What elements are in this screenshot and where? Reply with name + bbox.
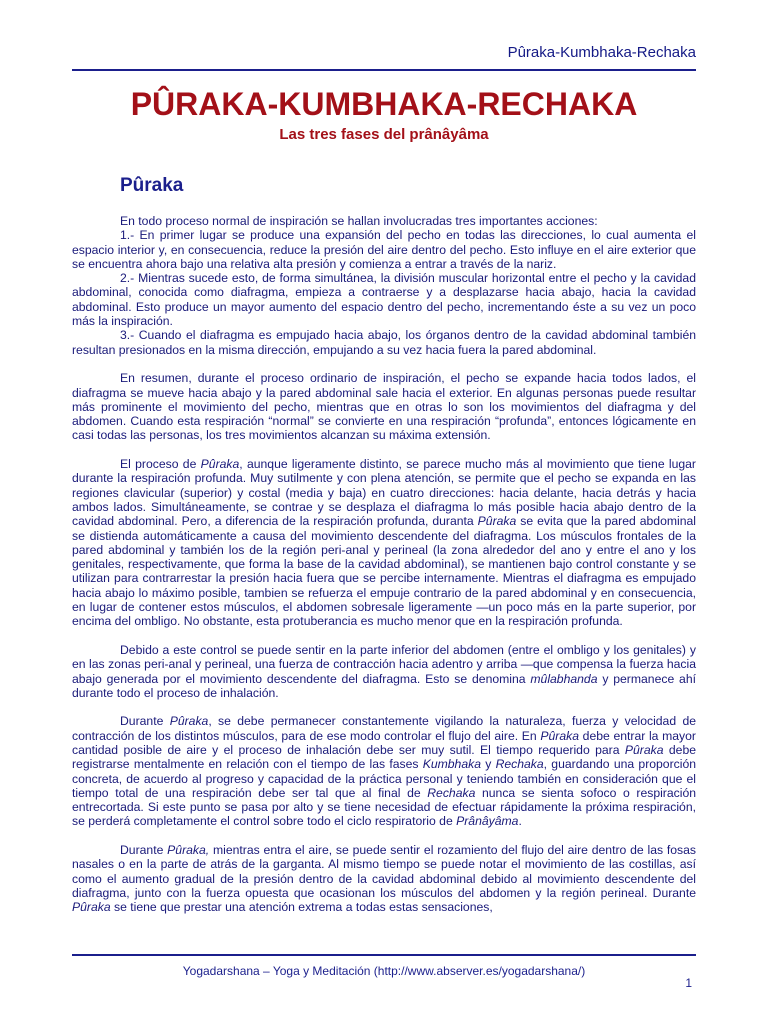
text-run: El proceso de bbox=[120, 457, 201, 472]
text-run: , aunque ligeramente distinto, se parece mucho más al movimiento que tiene lugar durante la respiración profunda. Muy sutilmente y con plena atención, se permite que el pecho se expanda en las regiones clavicular (superior) y costal (media y baja) en cuatro direcciones: hacia delante, hacia detrás y hacia ambos lados. Simultáneamente, se contrae y se desplaza el diafragma lo más posible hacia abajo dentro de la cavidad abdominal. Pero, a diferencia de la respiración profunda, duranta bbox=[72, 457, 696, 529]
paragraph: 3.- Cuando el diafragma es empujado hacia abajo, los órganos dentro de la cavidad abdominal también resultan presionados en la misma dirección, empujando a su vez hacia fuera la pared abdominal. bbox=[72, 328, 696, 357]
text-run: Durante bbox=[120, 714, 170, 729]
footer-divider bbox=[72, 954, 696, 956]
text-run: mientras entra el aire, se puede sentir el rozamiento del flujo del aire dentro de las fosas nasales o en la parte de atrás de la garganta. Al mismo tiempo se puede notar el movimiento de las costillas, así como el aumento gradual de la presión dentro de la cavidad abdominal debido al movimiento descendente del diafragma, junto con la fuerza opuesta que ocasionan los músculos del abdomen y la región perineal. Durante bbox=[72, 843, 696, 900]
text-run: nunca se sienta sofoco o respiración entrecortada. Si este punto se pasa por alto y se tiene necesidad de efectuar rápidamente la próxima respiración, se perderá completamente el control sobre todo el ciclo respiratorio de bbox=[72, 785, 696, 829]
paragraph bbox=[72, 714, 696, 828]
footer-text: Yogadarshana – Yoga y Meditación (http://www.abserver.es/yogadarshana/) bbox=[182, 964, 586, 978]
paragraph bbox=[72, 843, 696, 914]
italic-term: Pûraka bbox=[540, 728, 579, 743]
paragraph-gap bbox=[72, 829, 696, 843]
header-divider bbox=[72, 69, 696, 71]
italic-term: Pûraka bbox=[200, 457, 240, 472]
text-run: , guardando una proporción concreta, de acuerdo al progreso y capacidad de la práctica personal y teniendo también en consideración que el tiempo total de una respiración debe ser tal que al final de bbox=[72, 757, 696, 800]
paragraph bbox=[72, 643, 696, 700]
text-run: y bbox=[480, 757, 496, 772]
italic-term: mûlabhanda bbox=[530, 671, 598, 686]
text-run: debe entrar la mayor cantidad posible de aire y el proceso de inhalación debe ser muy sutil. El tiempo requerido para bbox=[72, 728, 696, 757]
text-run: . bbox=[518, 814, 522, 829]
text-run: Debido a este control se puede sentir en la parte inferior del abdomen (entre el ombligo y los genitales) y en las zonas peri-anal y perineal, una fuerza de contracción hacia adentro y arriba —que compensa la fuerza hacia abajo generada por el movimiento descendente del diafragma. Esto se denomina bbox=[72, 642, 696, 686]
text-run: se evita que la pared abdominal se distienda automáticamente a causa del movimiento descendente del diafragma. Los músculos frontales de la pared abdominal y también los de la región peri-anal y perineal (la zona alrededor del ano y entre el ano y los genitales, respectivamente, que forma la base de la cavidad abdominal), se mantienen bajo control constante y se utilizan para contrarrestar la presión hacia fuera que se percibe internamente. Mientras el diafragma es empujado hacia abajo lo máximo posible, tambien se refuerza el empuje contrario de la pared abdominal y en consecuencia, en lugar de contener estos músculos, el abdomen sobresale ligeramente —un poco más en la parte superior, por encima del ombligo. No obstante, esta protuberancia es mucho menor que en la respiración profunda. bbox=[72, 514, 696, 629]
text-run: se tiene que prestar una atención extrema a todas estas sensaciones, bbox=[110, 900, 493, 915]
text-run: , se debe permanecer constantemente vigilando la naturaleza, fuerza y velocidad de contracción de los distintos músculos, para de ese modo controlar el flujo del aire. En bbox=[72, 714, 696, 743]
text-run: debe registrarse mentalmente en relación con el tiempo de las fases bbox=[72, 742, 697, 772]
section-heading: Pûraka bbox=[120, 175, 184, 196]
italic-term: Pûraka, bbox=[167, 843, 210, 858]
paragraph bbox=[72, 457, 696, 629]
page-subtitle: Las tres fases del prânâyâma bbox=[279, 126, 489, 143]
italic-term: Pûraka bbox=[169, 714, 209, 729]
italic-term: Pûraka bbox=[477, 514, 517, 529]
running-header: Pûraka-Kumbhaka-Rechaka bbox=[507, 44, 696, 61]
paragraph: En todo proceso normal de inspiración se hallan involucradas tres importantes acciones: bbox=[120, 214, 598, 228]
paragraph: En resumen, durante el proceso ordinario de inspiración, el pecho se expande hacia todos lados, el diafragma se mueve hacia abajo y la pared abdominal sale hacia el exterior. En algunas personas puede resultar más prominente el movimiento del pecho, mientras que en otras lo son los movimientos del diafragma y del abdomen. Cuando esta respiración “normal” se convierte en una respiración “profunda”, entonces lógicamente en casi todas las personas, los tres movimientos alcanzan su máxima extensión. bbox=[72, 371, 696, 443]
paragraph-gap bbox=[72, 700, 696, 714]
paragraph-gap bbox=[72, 629, 696, 643]
italic-term: Pûraka bbox=[624, 742, 664, 757]
text-run: Durante bbox=[120, 843, 168, 858]
italic-term: Rechaka bbox=[495, 757, 544, 772]
italic-term: Kumbhaka bbox=[422, 757, 481, 772]
italic-term: Pûraka bbox=[72, 900, 111, 915]
italic-term: Prânâyâma bbox=[456, 814, 519, 829]
paragraph-gap bbox=[72, 443, 696, 457]
page-number: 1 bbox=[685, 976, 692, 990]
paragraph: 2.- Mientras sucede esto, de forma simultánea, la división muscular horizontal entre el pecho y la cavidad abdominal, conocida como diafragma, empieza a contraerse y a desplazarse hacia abajo, hacia la cavidad abdominal. Esto produce un mayor aumento del espacio dentro del pecho, incrementando éste a su vez un poco más la inspiración. bbox=[72, 271, 696, 329]
page-title: PÛRAKA-KUMBHAKA-RECHAKA bbox=[130, 86, 638, 122]
paragraph: 1.- En primer lugar se produce una expansión del pecho en todas las direcciones, lo cual aumenta el espacio interior y, en consecuencia, reduce la presión del aire dentro del pecho. Esto influye en el aire exterior que se encuentra ahora bajo una relativa alta presión y comienza a entrar a través de la nariz. bbox=[72, 228, 696, 271]
text-run: y permanece ahí durante todo el proceso de inhalación. bbox=[72, 671, 697, 700]
paragraph-gap bbox=[72, 357, 696, 371]
italic-term: Rechaka bbox=[427, 785, 476, 800]
body-text bbox=[72, 214, 696, 915]
